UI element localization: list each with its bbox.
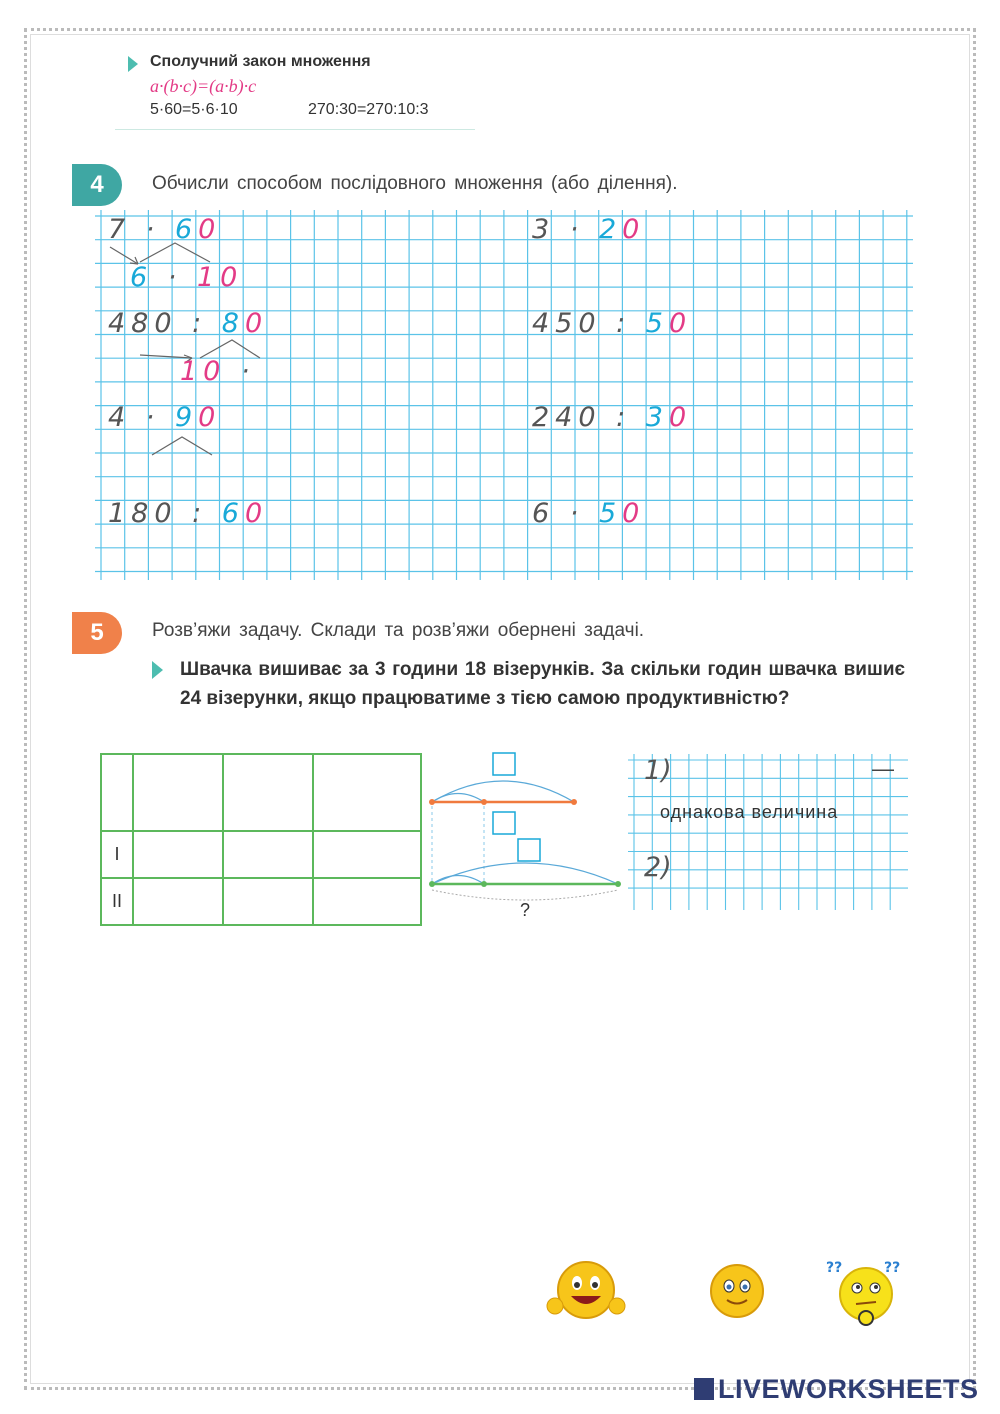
expression[interactable]: [108, 308, 268, 339]
hint-part: 10: [196, 262, 244, 293]
task-4-text: Обчисли способом послідовного множення (або ділення).: [152, 173, 678, 194]
table-cell[interactable]: [313, 754, 421, 831]
expression-left: 6 ·: [532, 498, 599, 529]
expression-right-zero: 0: [244, 308, 269, 339]
table-cell[interactable]: [313, 831, 421, 878]
thumbs-up-smiley-icon[interactable]: [546, 1258, 626, 1324]
dash: —: [872, 756, 894, 781]
svg-text:??: ??: [826, 1260, 843, 1276]
expression-right-tens: 2: [598, 214, 623, 245]
expression-right-tens: 9: [174, 402, 199, 433]
solution-step-1: 1): [644, 755, 672, 786]
task-5-badge: 5: [72, 612, 122, 654]
table-cell[interactable]: [313, 878, 421, 925]
expression-right-tens: 8: [221, 308, 245, 339]
rule-example-1: 5·60=5·6·10: [150, 101, 238, 118]
expression-right-tens: 6: [221, 498, 245, 529]
hint-part: ·: [240, 356, 256, 387]
expression[interactable]: [108, 402, 221, 433]
expression-left: 240 :: [532, 402, 646, 433]
same-quantity-label: однакова величина: [660, 802, 839, 822]
solution-step-2: 2): [644, 852, 672, 883]
table-row-label: I: [101, 831, 133, 878]
expression-hint: [130, 262, 243, 293]
rule-example-2: 270:30=270:10:3: [308, 101, 429, 118]
diagram-question: ?: [520, 900, 531, 920]
hint-part: 6: [130, 262, 168, 293]
segment-diagram: [429, 753, 621, 900]
expression-right-zero: 0: [244, 498, 269, 529]
expression-left: 450 :: [532, 308, 646, 339]
brand-label[interactable]: LIVEWORKSHEETS: [718, 1374, 979, 1404]
expression-right-tens: 6: [174, 214, 199, 245]
smiley-icon[interactable]: [708, 1262, 766, 1320]
hint-part: ·: [167, 262, 197, 293]
task-4-badge: 4: [72, 164, 122, 206]
expression-left: 480 :: [108, 308, 222, 339]
data-table: [100, 753, 422, 926]
hint-part: 10: [180, 356, 241, 387]
expression-right-zero: 0: [668, 308, 693, 339]
expression-hint: [180, 356, 256, 387]
expression[interactable]: [532, 308, 692, 339]
expression[interactable]: [108, 498, 268, 529]
table-cell: [101, 754, 133, 831]
expression[interactable]: [532, 402, 692, 433]
expression-right-zero: 0: [622, 498, 646, 529]
table-cell[interactable]: [133, 878, 223, 925]
table-cell[interactable]: [223, 878, 313, 925]
rule-title: Сполучний закон множення: [150, 53, 371, 70]
problem-text: Швачка вишиває за 3 години 18 візерунків. За скільки годин швачка вишиє 24 візерунки, якщо працюватиме з тією самою продуктивністю?: [180, 659, 905, 709]
expression-left: 180 :: [108, 498, 222, 529]
expression-right-tens: 5: [598, 498, 623, 529]
expression[interactable]: [108, 214, 221, 245]
thinking-smiley-icon[interactable]: [826, 1256, 906, 1328]
expression[interactable]: [532, 498, 645, 529]
expression-left: 7 ·: [108, 214, 175, 245]
expression-right-tens: 3: [645, 402, 669, 433]
chevron-right-icon: [152, 661, 163, 679]
expression-right-zero: 0: [198, 214, 222, 245]
task-5-text: Розв’яжи задачу. Склади та розв’яжи обернені задачі.: [152, 620, 645, 641]
table-cell[interactable]: [133, 831, 223, 878]
expression-left: 3 ·: [532, 214, 599, 245]
liveworksheets-logo-icon: [694, 1378, 714, 1400]
table-cell[interactable]: [223, 754, 313, 831]
svg-text:??: ??: [884, 1260, 901, 1276]
expression-right-zero: 0: [622, 214, 646, 245]
expression-right-tens: 5: [645, 308, 669, 339]
expression[interactable]: [532, 214, 645, 245]
expression-right-zero: 0: [198, 402, 222, 433]
table-cell[interactable]: [133, 754, 223, 831]
expression-left: 4 ·: [108, 402, 175, 433]
table-cell[interactable]: [223, 831, 313, 878]
rule-formula-text: a·(b·c)=(a·b)·c: [150, 76, 257, 96]
table-row-label: II: [101, 878, 133, 925]
expression-right-zero: 0: [668, 402, 693, 433]
